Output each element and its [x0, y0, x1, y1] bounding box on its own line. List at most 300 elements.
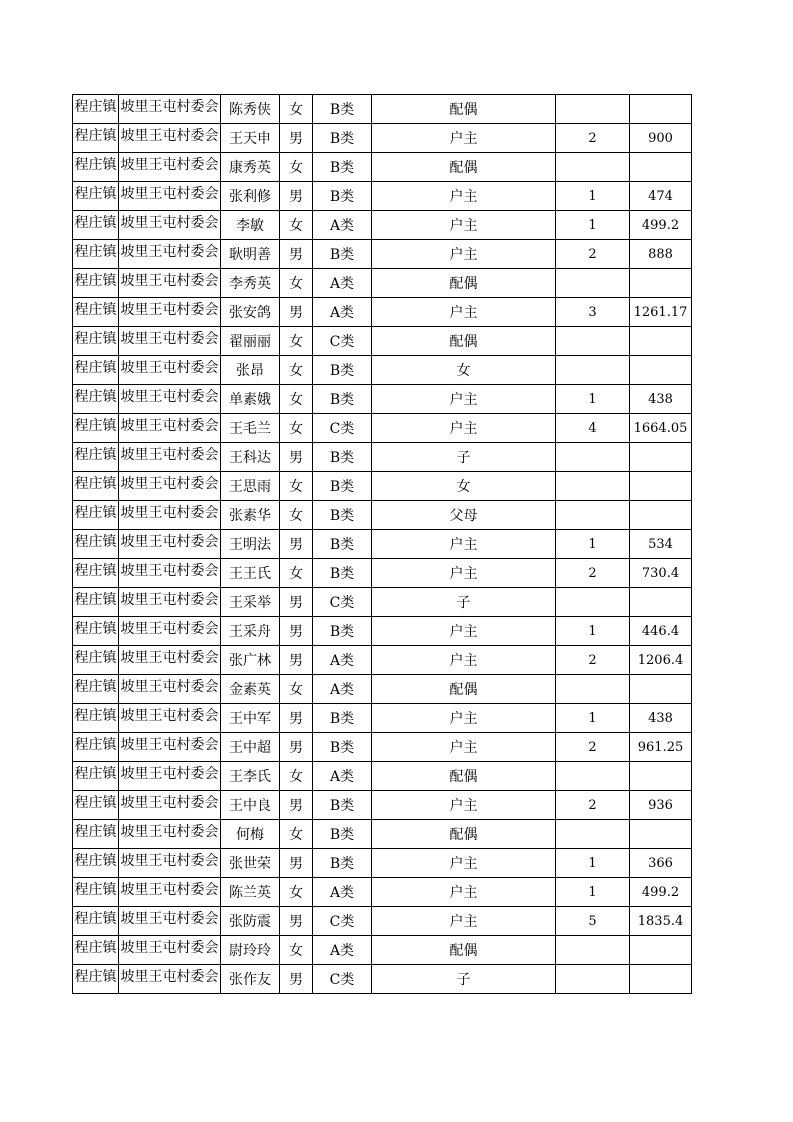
town-cell-text: 程庄镇	[74, 186, 117, 202]
category-cell	[313, 211, 372, 240]
village-cell-text: 坡里王屯村委会	[120, 273, 219, 289]
category-cell-text: B类	[329, 711, 355, 727]
amount-cell	[630, 240, 692, 269]
relation-cell-text: 户主	[449, 131, 478, 147]
gender-cell-text: 女	[289, 218, 303, 234]
amount-cell	[630, 414, 692, 443]
relation-cell-text: 户主	[449, 624, 478, 640]
gender-cell	[280, 182, 313, 211]
amount-cell	[630, 443, 692, 472]
town-cell-text: 程庄镇	[74, 650, 117, 666]
village-cell-text: 坡里王屯村委会	[120, 621, 219, 637]
town-cell-text: 程庄镇	[74, 273, 117, 289]
gender-cell	[280, 240, 313, 269]
name-cell	[221, 878, 280, 907]
beneficiary-table	[72, 94, 692, 994]
household-count-cell	[556, 153, 630, 182]
village-cell-text: 坡里王屯村委会	[120, 389, 219, 405]
village-cell	[119, 501, 221, 530]
relation-cell-text: 户主	[449, 305, 478, 321]
amount-cell	[630, 820, 692, 849]
table-row	[73, 646, 692, 675]
relation-cell	[372, 675, 556, 704]
town-cell	[73, 356, 119, 385]
table-row	[73, 211, 692, 240]
village-cell-text: 坡里王屯村委会	[120, 563, 219, 579]
relation-cell	[372, 385, 556, 414]
household-count-cell	[556, 443, 630, 472]
town-cell-text: 程庄镇	[74, 99, 117, 115]
table-row	[73, 327, 692, 356]
gender-cell	[280, 124, 313, 153]
village-cell	[119, 385, 221, 414]
town-cell	[73, 530, 119, 559]
amount-cell	[630, 559, 692, 588]
village-cell-text: 坡里王屯村委会	[120, 215, 219, 231]
relation-cell	[372, 733, 556, 762]
category-cell	[313, 733, 372, 762]
town-cell-text: 程庄镇	[74, 737, 117, 753]
village-cell	[119, 762, 221, 791]
name-cell	[221, 849, 280, 878]
gender-cell-text: 男	[289, 595, 303, 611]
amount-cell-text: 534	[648, 536, 673, 552]
name-cell-text: 王王氏	[229, 566, 271, 582]
gender-cell-text: 男	[289, 856, 303, 872]
name-cell	[221, 617, 280, 646]
relation-cell-text: 配偶	[449, 682, 478, 698]
gender-cell-text: 男	[289, 247, 303, 263]
household-count-cell	[556, 182, 630, 211]
relation-cell-text: 户主	[449, 566, 478, 582]
amount-cell	[630, 501, 692, 530]
town-cell-text: 程庄镇	[74, 621, 117, 637]
name-cell-text: 李秀英	[229, 276, 271, 292]
gender-cell	[280, 849, 313, 878]
category-cell	[313, 501, 372, 530]
category-cell	[313, 675, 372, 704]
category-cell	[313, 530, 372, 559]
relation-cell	[372, 559, 556, 588]
town-cell-text: 程庄镇	[74, 534, 117, 550]
relation-cell-text: 父母	[449, 508, 478, 524]
gender-cell-text: 女	[289, 827, 303, 843]
town-cell	[73, 936, 119, 965]
name-cell-text: 金素英	[229, 682, 271, 698]
relation-cell	[372, 298, 556, 327]
town-cell	[73, 617, 119, 646]
village-cell	[119, 327, 221, 356]
gender-cell	[280, 153, 313, 182]
category-cell-text: A类	[329, 885, 355, 901]
category-cell	[313, 385, 372, 414]
relation-cell	[372, 501, 556, 530]
table-row	[73, 414, 692, 443]
household-count-cell	[556, 820, 630, 849]
category-cell	[313, 965, 372, 994]
relation-cell-text: 女	[456, 363, 471, 379]
gender-cell	[280, 733, 313, 762]
amount-cell	[630, 588, 692, 617]
village-cell	[119, 704, 221, 733]
gender-cell	[280, 791, 313, 820]
relation-cell	[372, 849, 556, 878]
gender-cell	[280, 704, 313, 733]
gender-cell	[280, 385, 313, 414]
town-cell-text: 程庄镇	[74, 853, 117, 869]
name-cell-text: 张世荣	[229, 856, 271, 872]
town-cell	[73, 820, 119, 849]
amount-cell	[630, 907, 692, 936]
amount-cell	[630, 965, 692, 994]
village-cell-text: 坡里王屯村委会	[120, 882, 219, 898]
village-cell-text: 坡里王屯村委会	[120, 708, 219, 724]
household-count-cell-text: 2	[588, 565, 597, 581]
name-cell	[221, 588, 280, 617]
relation-cell	[372, 617, 556, 646]
village-cell-text: 坡里王屯村委会	[120, 824, 219, 840]
category-cell	[313, 472, 372, 501]
town-cell-text: 程庄镇	[74, 244, 117, 260]
relation-cell	[372, 356, 556, 385]
village-cell	[119, 675, 221, 704]
village-cell	[119, 211, 221, 240]
gender-cell-text: 女	[289, 566, 303, 582]
category-cell	[313, 646, 372, 675]
town-cell-text: 程庄镇	[74, 563, 117, 579]
name-cell	[221, 269, 280, 298]
village-cell	[119, 530, 221, 559]
category-cell	[313, 153, 372, 182]
gender-cell-text: 女	[289, 160, 303, 176]
relation-cell-text: 子	[456, 972, 471, 988]
relation-cell-text: 子	[456, 450, 471, 466]
category-cell-text: A类	[329, 769, 355, 785]
category-cell-text: B类	[329, 566, 355, 582]
category-cell-text: B类	[329, 160, 355, 176]
gender-cell	[280, 356, 313, 385]
name-cell	[221, 327, 280, 356]
village-cell	[119, 733, 221, 762]
name-cell-text: 王中军	[229, 711, 271, 727]
amount-cell-text: 900	[648, 130, 673, 146]
category-cell	[313, 269, 372, 298]
amount-cell	[630, 211, 692, 240]
category-cell-text: B类	[329, 856, 355, 872]
household-count-cell-text: 2	[588, 130, 597, 146]
amount-cell	[630, 849, 692, 878]
relation-cell	[372, 269, 556, 298]
relation-cell-text: 配偶	[449, 769, 478, 785]
table-row	[73, 588, 692, 617]
village-cell	[119, 646, 221, 675]
category-cell	[313, 704, 372, 733]
category-cell-text: C类	[329, 421, 355, 437]
household-count-cell	[556, 211, 630, 240]
village-cell-text: 坡里王屯村委会	[120, 737, 219, 753]
village-cell-text: 坡里王屯村委会	[120, 650, 219, 666]
town-cell-text: 程庄镇	[74, 157, 117, 173]
town-cell	[73, 675, 119, 704]
village-cell-text: 坡里王屯村委会	[120, 447, 219, 463]
town-cell	[73, 211, 119, 240]
name-cell-text: 张安鸽	[229, 305, 271, 321]
town-cell-text: 程庄镇	[74, 418, 117, 434]
town-cell	[73, 878, 119, 907]
gender-cell	[280, 414, 313, 443]
category-cell-text: B类	[329, 189, 355, 205]
name-cell-text: 王采举	[229, 595, 271, 611]
town-cell	[73, 965, 119, 994]
name-cell-text: 张昂	[236, 363, 264, 379]
village-cell	[119, 298, 221, 327]
name-cell	[221, 385, 280, 414]
gender-cell-text: 女	[289, 392, 303, 408]
amount-cell	[630, 617, 692, 646]
category-cell-text: B类	[329, 624, 355, 640]
village-cell-text: 坡里王屯村委会	[120, 476, 219, 492]
village-cell-text: 坡里王屯村委会	[120, 911, 219, 927]
category-cell-text: A类	[329, 276, 355, 292]
category-cell	[313, 878, 372, 907]
amount-cell-text: 961.25	[637, 739, 684, 755]
gender-cell-text: 女	[289, 421, 303, 437]
gender-cell	[280, 965, 313, 994]
town-cell	[73, 182, 119, 211]
name-cell	[221, 95, 280, 124]
table-row	[73, 153, 692, 182]
village-cell-text: 坡里王屯村委会	[120, 969, 219, 985]
town-cell	[73, 124, 119, 153]
relation-cell-text: 配偶	[449, 102, 478, 118]
village-cell	[119, 820, 221, 849]
name-cell-text: 王思雨	[229, 479, 271, 495]
table-row	[73, 733, 692, 762]
town-cell-text: 程庄镇	[74, 766, 117, 782]
category-cell	[313, 617, 372, 646]
name-cell-text: 康秀英	[229, 160, 271, 176]
household-count-cell	[556, 530, 630, 559]
household-count-cell-text: 1	[588, 217, 597, 233]
table-row	[73, 298, 692, 327]
household-count-cell	[556, 269, 630, 298]
village-cell-text: 坡里王屯村委会	[120, 360, 219, 376]
gender-cell-text: 女	[289, 102, 303, 118]
household-count-cell	[556, 356, 630, 385]
relation-cell-text: 户主	[449, 885, 478, 901]
category-cell-text: A类	[329, 305, 355, 321]
relation-cell	[372, 762, 556, 791]
category-cell-text: A类	[329, 682, 355, 698]
amount-cell	[630, 95, 692, 124]
village-cell	[119, 356, 221, 385]
amount-cell-text: 499.2	[641, 884, 680, 900]
town-cell-text: 程庄镇	[74, 476, 117, 492]
amount-cell-text: 1835.4	[637, 913, 684, 929]
town-cell-text: 程庄镇	[74, 215, 117, 231]
table-row	[73, 762, 692, 791]
gender-cell-text: 女	[289, 943, 303, 959]
relation-cell	[372, 907, 556, 936]
relation-cell	[372, 820, 556, 849]
town-cell	[73, 704, 119, 733]
household-count-cell	[556, 704, 630, 733]
town-cell	[73, 849, 119, 878]
relation-cell	[372, 965, 556, 994]
name-cell-text: 张利修	[229, 189, 271, 205]
relation-cell-text: 户主	[449, 856, 478, 872]
village-cell	[119, 936, 221, 965]
name-cell-text: 王采舟	[229, 624, 271, 640]
gender-cell-text: 男	[289, 798, 303, 814]
gender-cell	[280, 936, 313, 965]
table-row	[73, 356, 692, 385]
town-cell-text: 程庄镇	[74, 940, 117, 956]
category-cell-text: B类	[329, 508, 355, 524]
table-row	[73, 878, 692, 907]
name-cell-text: 张防震	[229, 914, 271, 930]
household-count-cell	[556, 791, 630, 820]
gender-cell-text: 女	[289, 682, 303, 698]
name-cell-text: 张广林	[229, 653, 271, 669]
category-cell	[313, 791, 372, 820]
village-cell	[119, 907, 221, 936]
category-cell	[313, 182, 372, 211]
amount-cell-text: 1206.4	[637, 652, 684, 668]
category-cell-text: B类	[329, 537, 355, 553]
relation-cell	[372, 878, 556, 907]
relation-cell-text: 配偶	[449, 276, 478, 292]
household-count-cell	[556, 559, 630, 588]
village-cell-text: 坡里王屯村委会	[120, 302, 219, 318]
relation-cell	[372, 936, 556, 965]
amount-cell-text: 936	[648, 797, 673, 813]
table-row	[73, 617, 692, 646]
name-cell	[221, 501, 280, 530]
household-count-cell	[556, 878, 630, 907]
category-cell	[313, 820, 372, 849]
village-cell	[119, 443, 221, 472]
household-count-cell	[556, 733, 630, 762]
relation-cell	[372, 646, 556, 675]
name-cell-text: 王毛兰	[229, 421, 271, 437]
town-cell-text: 程庄镇	[74, 505, 117, 521]
name-cell-text: 陈秀侠	[229, 102, 271, 118]
household-count-cell-text: 1	[588, 536, 597, 552]
household-count-cell-text: 2	[588, 739, 597, 755]
town-cell-text: 程庄镇	[74, 824, 117, 840]
village-cell	[119, 472, 221, 501]
name-cell	[221, 791, 280, 820]
household-count-cell-text: 2	[588, 246, 597, 262]
town-cell-text: 程庄镇	[74, 447, 117, 463]
amount-cell-text: 366	[648, 855, 673, 871]
amount-cell	[630, 269, 692, 298]
relation-cell	[372, 153, 556, 182]
relation-cell-text: 户主	[449, 914, 478, 930]
household-count-cell-text: 5	[588, 913, 597, 929]
category-cell	[313, 907, 372, 936]
household-count-cell	[556, 240, 630, 269]
village-cell	[119, 878, 221, 907]
name-cell-text: 李敏	[236, 218, 264, 234]
gender-cell	[280, 762, 313, 791]
town-cell-text: 程庄镇	[74, 331, 117, 347]
relation-cell-text: 子	[456, 595, 471, 611]
town-cell	[73, 240, 119, 269]
town-cell-text: 程庄镇	[74, 795, 117, 811]
category-cell-text: C类	[329, 334, 355, 350]
town-cell	[73, 414, 119, 443]
gender-cell	[280, 675, 313, 704]
category-cell-text: B类	[329, 827, 355, 843]
village-cell-text: 坡里王屯村委会	[120, 940, 219, 956]
town-cell	[73, 501, 119, 530]
relation-cell-text: 户主	[449, 421, 478, 437]
town-cell-text: 程庄镇	[74, 708, 117, 724]
household-count-cell-text: 3	[588, 304, 597, 320]
table-row	[73, 907, 692, 936]
category-cell-text: B类	[329, 392, 355, 408]
table-row	[73, 182, 692, 211]
gender-cell-text: 男	[289, 537, 303, 553]
relation-cell-text: 户主	[449, 247, 478, 263]
relation-cell-text: 女	[456, 479, 471, 495]
table-row	[73, 530, 692, 559]
amount-cell	[630, 704, 692, 733]
town-cell-text: 程庄镇	[74, 969, 117, 985]
gender-cell	[280, 617, 313, 646]
household-count-cell-text: 4	[588, 420, 597, 436]
category-cell	[313, 414, 372, 443]
table-row	[73, 791, 692, 820]
village-cell	[119, 269, 221, 298]
town-cell-text: 程庄镇	[74, 911, 117, 927]
household-count-cell	[556, 762, 630, 791]
town-cell-text: 程庄镇	[74, 679, 117, 695]
category-cell-text: B类	[329, 102, 355, 118]
household-count-cell	[556, 617, 630, 646]
relation-cell	[372, 443, 556, 472]
town-cell	[73, 153, 119, 182]
relation-cell	[372, 414, 556, 443]
name-cell-text: 王李氏	[229, 769, 271, 785]
gender-cell-text: 女	[289, 334, 303, 350]
table-row	[73, 269, 692, 298]
name-cell	[221, 646, 280, 675]
category-cell	[313, 443, 372, 472]
town-cell	[73, 559, 119, 588]
category-cell-text: C类	[329, 914, 355, 930]
gender-cell-text: 男	[289, 450, 303, 466]
village-cell-text: 坡里王屯村委会	[120, 331, 219, 347]
gender-cell-text: 男	[289, 914, 303, 930]
village-cell	[119, 965, 221, 994]
amount-cell-text: 1664.05	[633, 420, 688, 436]
category-cell-text: B类	[329, 798, 355, 814]
household-count-cell-text: 1	[588, 391, 597, 407]
category-cell	[313, 327, 372, 356]
gender-cell-text: 男	[289, 972, 303, 988]
table-row	[73, 704, 692, 733]
village-cell-text: 坡里王屯村委会	[120, 795, 219, 811]
category-cell-text: B类	[329, 450, 355, 466]
amount-cell-text: 474	[648, 188, 673, 204]
name-cell-text: 尉玲玲	[229, 943, 271, 959]
household-count-cell	[556, 298, 630, 327]
relation-cell-text: 户主	[449, 218, 478, 234]
town-cell	[73, 385, 119, 414]
